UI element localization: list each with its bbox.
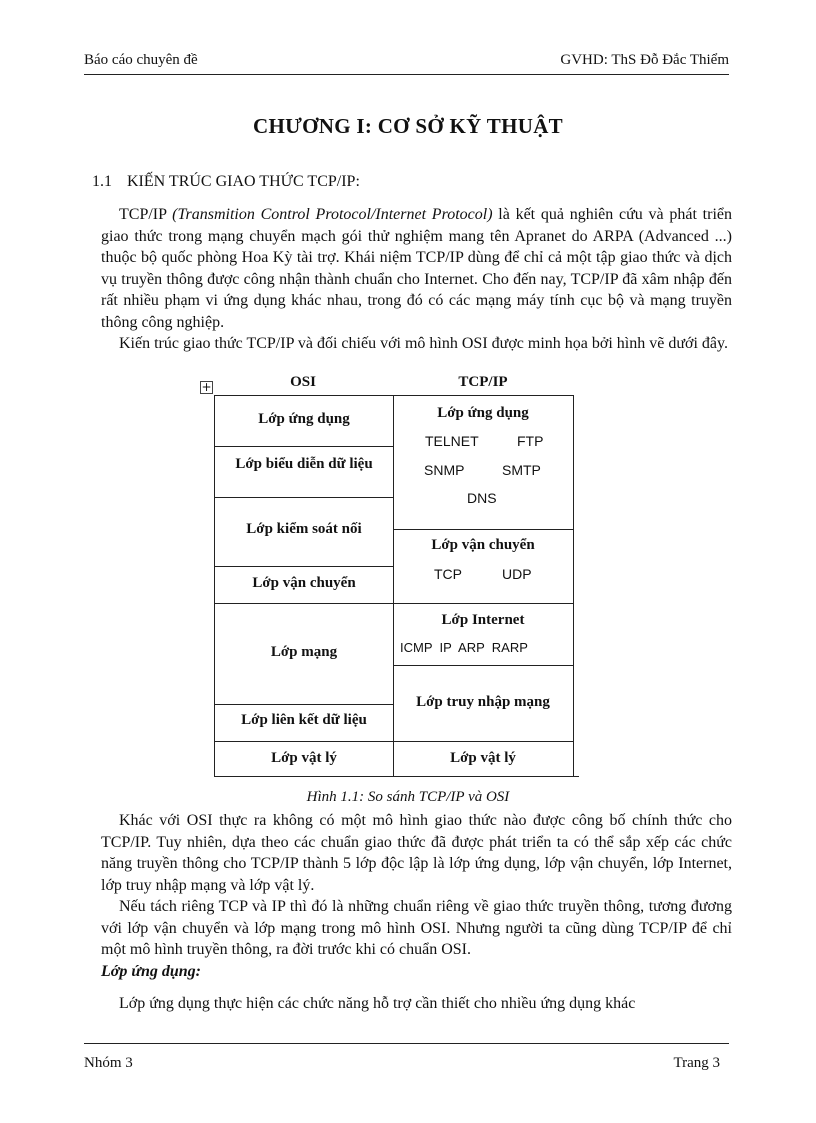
osi-layer-network: Lớp mạng [270,644,338,660]
section-title: KIẾN TRÚC GIAO THỨC TCP/IP: [127,173,360,190]
figure-caption: Hình 1.1: So sánh TCP/IP và OSI [306,789,510,805]
figure-border-right [573,395,574,777]
protocol-dns: DNS [467,490,497,506]
header-left: Báo cáo chuyên đề [84,52,198,68]
protocol-smtp: SMTP [502,462,541,478]
osi-header: OSI [290,374,316,390]
tcpip-sep [393,529,574,530]
subheading-application-layer: Lớp ứng dụng: [101,963,201,980]
protocol-telnet: TELNET [425,433,479,449]
protocol-snmp: SNMP [424,462,465,478]
protocol-udp: UDP [502,566,532,582]
internet-protocols: ICMP IP ARP RARP [400,640,528,655]
osi-sep [214,704,394,705]
osi-layer-presentation: Lớp biểu diễn dữ liệu [235,456,373,472]
osi-sep [214,741,394,742]
tcpip-header: TCP/IP [458,374,508,390]
figure-corner-mark [573,776,579,777]
tcpip-layer-transport: Lớp vận chuyển [431,537,535,553]
protocol-tcp: TCP [434,566,462,582]
header-right: GVHD: ThS Đỗ Đắc Thiểm [560,52,729,68]
protocol-ftp: FTP [517,433,544,449]
p1-rest: là kết quả nghiên cứu và phát triển giao thức trong mạng chuyển mạch gói thử nghiệm mang tên Apranet do ARPA (Advanced ...) thuộc bộ quốc phòng Hoa Kỳ tài trợ. Khái niệm TCP/IP dùng để chỉ cả một tập giao thức và dịch vụ truyền thông được công nhận thành chuẩn cho Internet. Cho đến nay, TCP/IP đã xâm nhập đến rất nhiều phạm vi ứng dụng khác nhau, trong đó có các mạng máy tính cục bộ và mạng truyền thông công nghiệp. [101,206,733,331]
paragraph-4: Nếu tách riêng TCP và IP thì đó là những chuẩn riêng về giao thức truyền thông, tương đương với lớp vận chuyển và lớp mạng trong mô hình OSI. Nhưng người ta cũng dùng TCP/IP để chỉ một mô hình truyền thông, ra đời trước khi có chuẩn OSI. [101,898,732,958]
footer-rule [84,1043,729,1044]
osi-layer-physical: Lớp vật lý [271,750,337,766]
header-rule [84,74,729,75]
osi-layer-transport: Lớp vận chuyển [252,575,356,591]
paragraph-3: Khác với OSI thực ra không có một mô hình giao thức nào được công bố chính thức cho TCP/IP. Tuy nhiên, dựa theo các chuẩn giao thức đã được phát triển ta có thể sắp xếp các chức năng truyền thông cho TCP/IP thành 5 lớp độc lập là lớp ứng dụng, lớp vận chuyển, lớp Internet, lớp truy nhập mạng và lớp vật lý. [101,812,732,894]
tcpip-layer-application: Lớp ứng dụng [437,405,529,421]
figure-border-bottom [214,776,574,777]
osi-layer-application: Lớp ứng dụng [258,411,350,427]
section-number: 1.1 [92,173,112,190]
osi-sep [214,566,394,567]
tcpip-layer-physical: Lớp vật lý [450,750,516,766]
paragraph-1 [101,204,732,333]
paragraph-2: Kiến trúc giao thức TCP/IP và đối chiếu với mô hình OSI được minh họa bởi hình vẽ dưới đây. [119,335,728,352]
osi-layer-datalink: Lớp liên kết dữ liệu [241,712,367,728]
p1-prefix: TCP/IP [119,206,173,223]
figure-border-top [214,395,574,396]
osi-sep [214,603,394,604]
section-heading [92,173,360,191]
chapter-title: CHƯƠNG I: CƠ SỞ KỸ THUẬT [253,114,563,138]
move-anchor-icon[interactable]: + [201,380,212,394]
footer-right: Trang 3 [673,1055,720,1071]
tcpip-sep [393,603,574,604]
osi-sep [214,446,394,447]
p1-italic: (Transmition Control Protocol/Internet Protocol) [172,206,493,223]
tcpip-layer-internet: Lớp Internet [441,612,525,628]
paragraph-5: Lớp ứng dụng thực hiện các chức năng hỗ trợ cần thiết cho nhiều ứng dụng khác [119,995,636,1012]
footer-left: Nhóm 3 [84,1055,133,1071]
tcpip-layer-network-access: Lớp truy nhập mạng [416,694,550,710]
osi-layer-session: Lớp kiểm soát nối [246,521,362,537]
tcpip-sep [393,665,574,666]
tcpip-sep [393,741,574,742]
osi-sep [214,497,394,498]
